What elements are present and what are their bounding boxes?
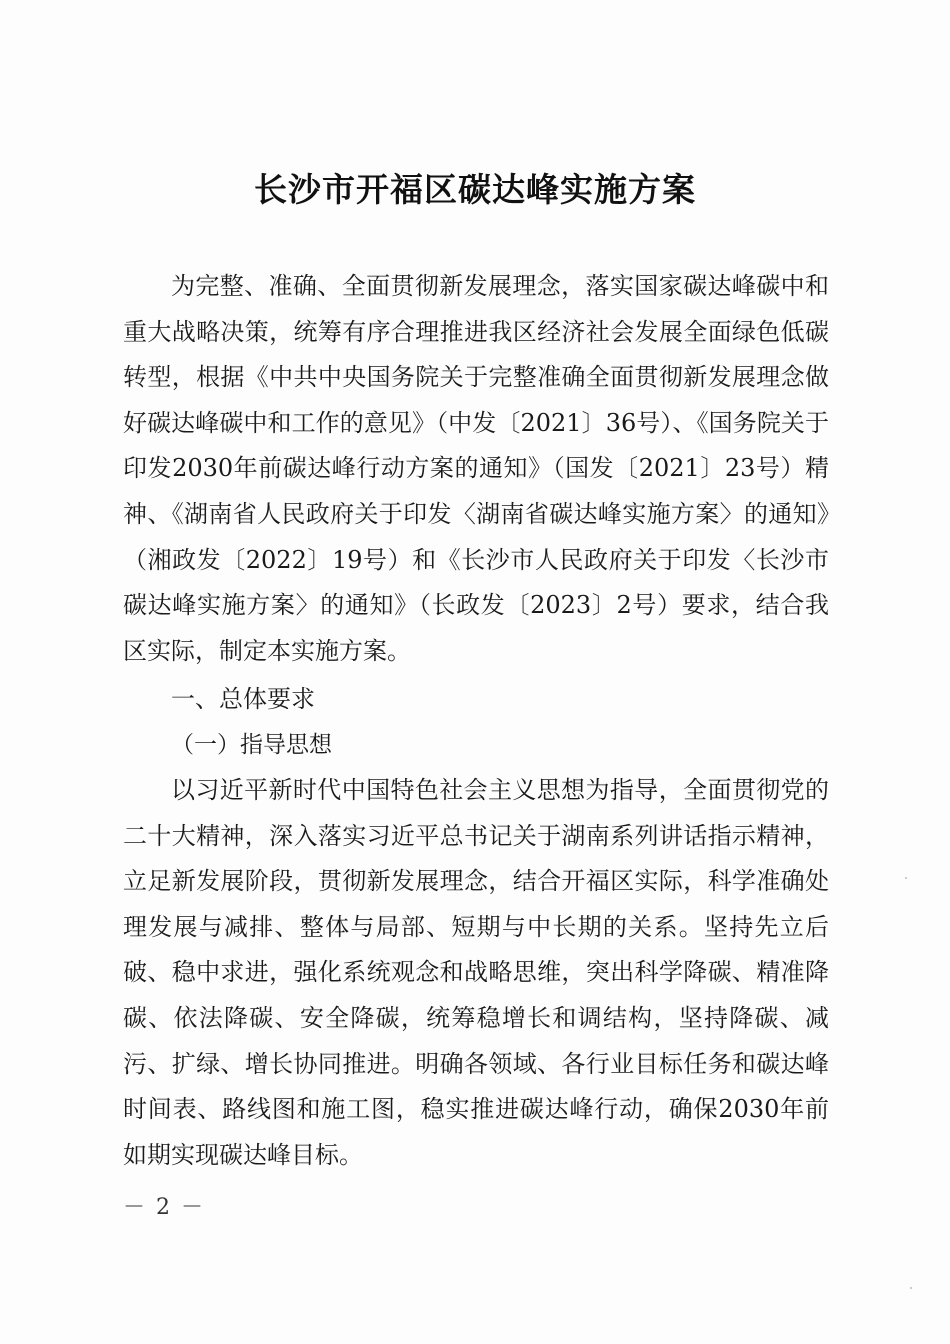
guiding-paragraph: 以习近平新时代中国特色社会主义思想为指导，全面贯彻党的二十大精神，深入落实习近平总书记关于湖南系列讲话指示精神，立足新发展阶段，贯彻新发展理念，结合开福区实际，科学准确处理发展与减排、整体与局部、短期与中长期的关系。坚持先立后破、稳中求进，强化系统观念和战略思维，突出科学降碳、精准降碳、依法降碳、安全降碳，统筹稳增长和调结构，坚持降碳、减污、扩绿、增长协同推进。明确各领域、各行业目标任务和碳达峰时间表、路线图和施工图，稳实推进碳达峰行动，确保2030年前如期实现碳达峰目标。	[123, 776, 829, 1169]
guiding-section	[123, 768, 829, 1178]
page-number: － 2 －	[123, 1195, 205, 1220]
document-title: 长沙市开福区碳达峰实施方案	[254, 170, 696, 209]
scan-speck	[910, 1287, 912, 1289]
scan-speck	[905, 877, 907, 879]
section-heading: 一、总体要求	[171, 685, 315, 713]
intro-section	[123, 264, 829, 674]
intro-paragraph: 为完整、准确、全面贯彻新发展理念，落实国家碳达峰碳中和重大战略决策，统筹有序合理推进我区经济社会发展全面绿色低碳转型，根据《中共中央国务院关于完整准确全面贯彻新发展理念做好碳达峰碳中和工作的意见》（中发〔2021〕36号）、《国务院关于印发2030年前碳达峰行动方案的通知》（国发〔2021〕23号）精神、《湖南省人民政府关于印发〈湖南省碳达峰实施方案〉的通知》（湘政发〔2022〕19号）和《长沙市人民政府关于印发〈长沙市碳达峰实施方案〉的通知》（长政发〔2023〕2号）要求，结合我区实际，制定本实施方案。	[123, 272, 829, 665]
subsection-heading: （一）指导思想	[171, 732, 332, 758]
